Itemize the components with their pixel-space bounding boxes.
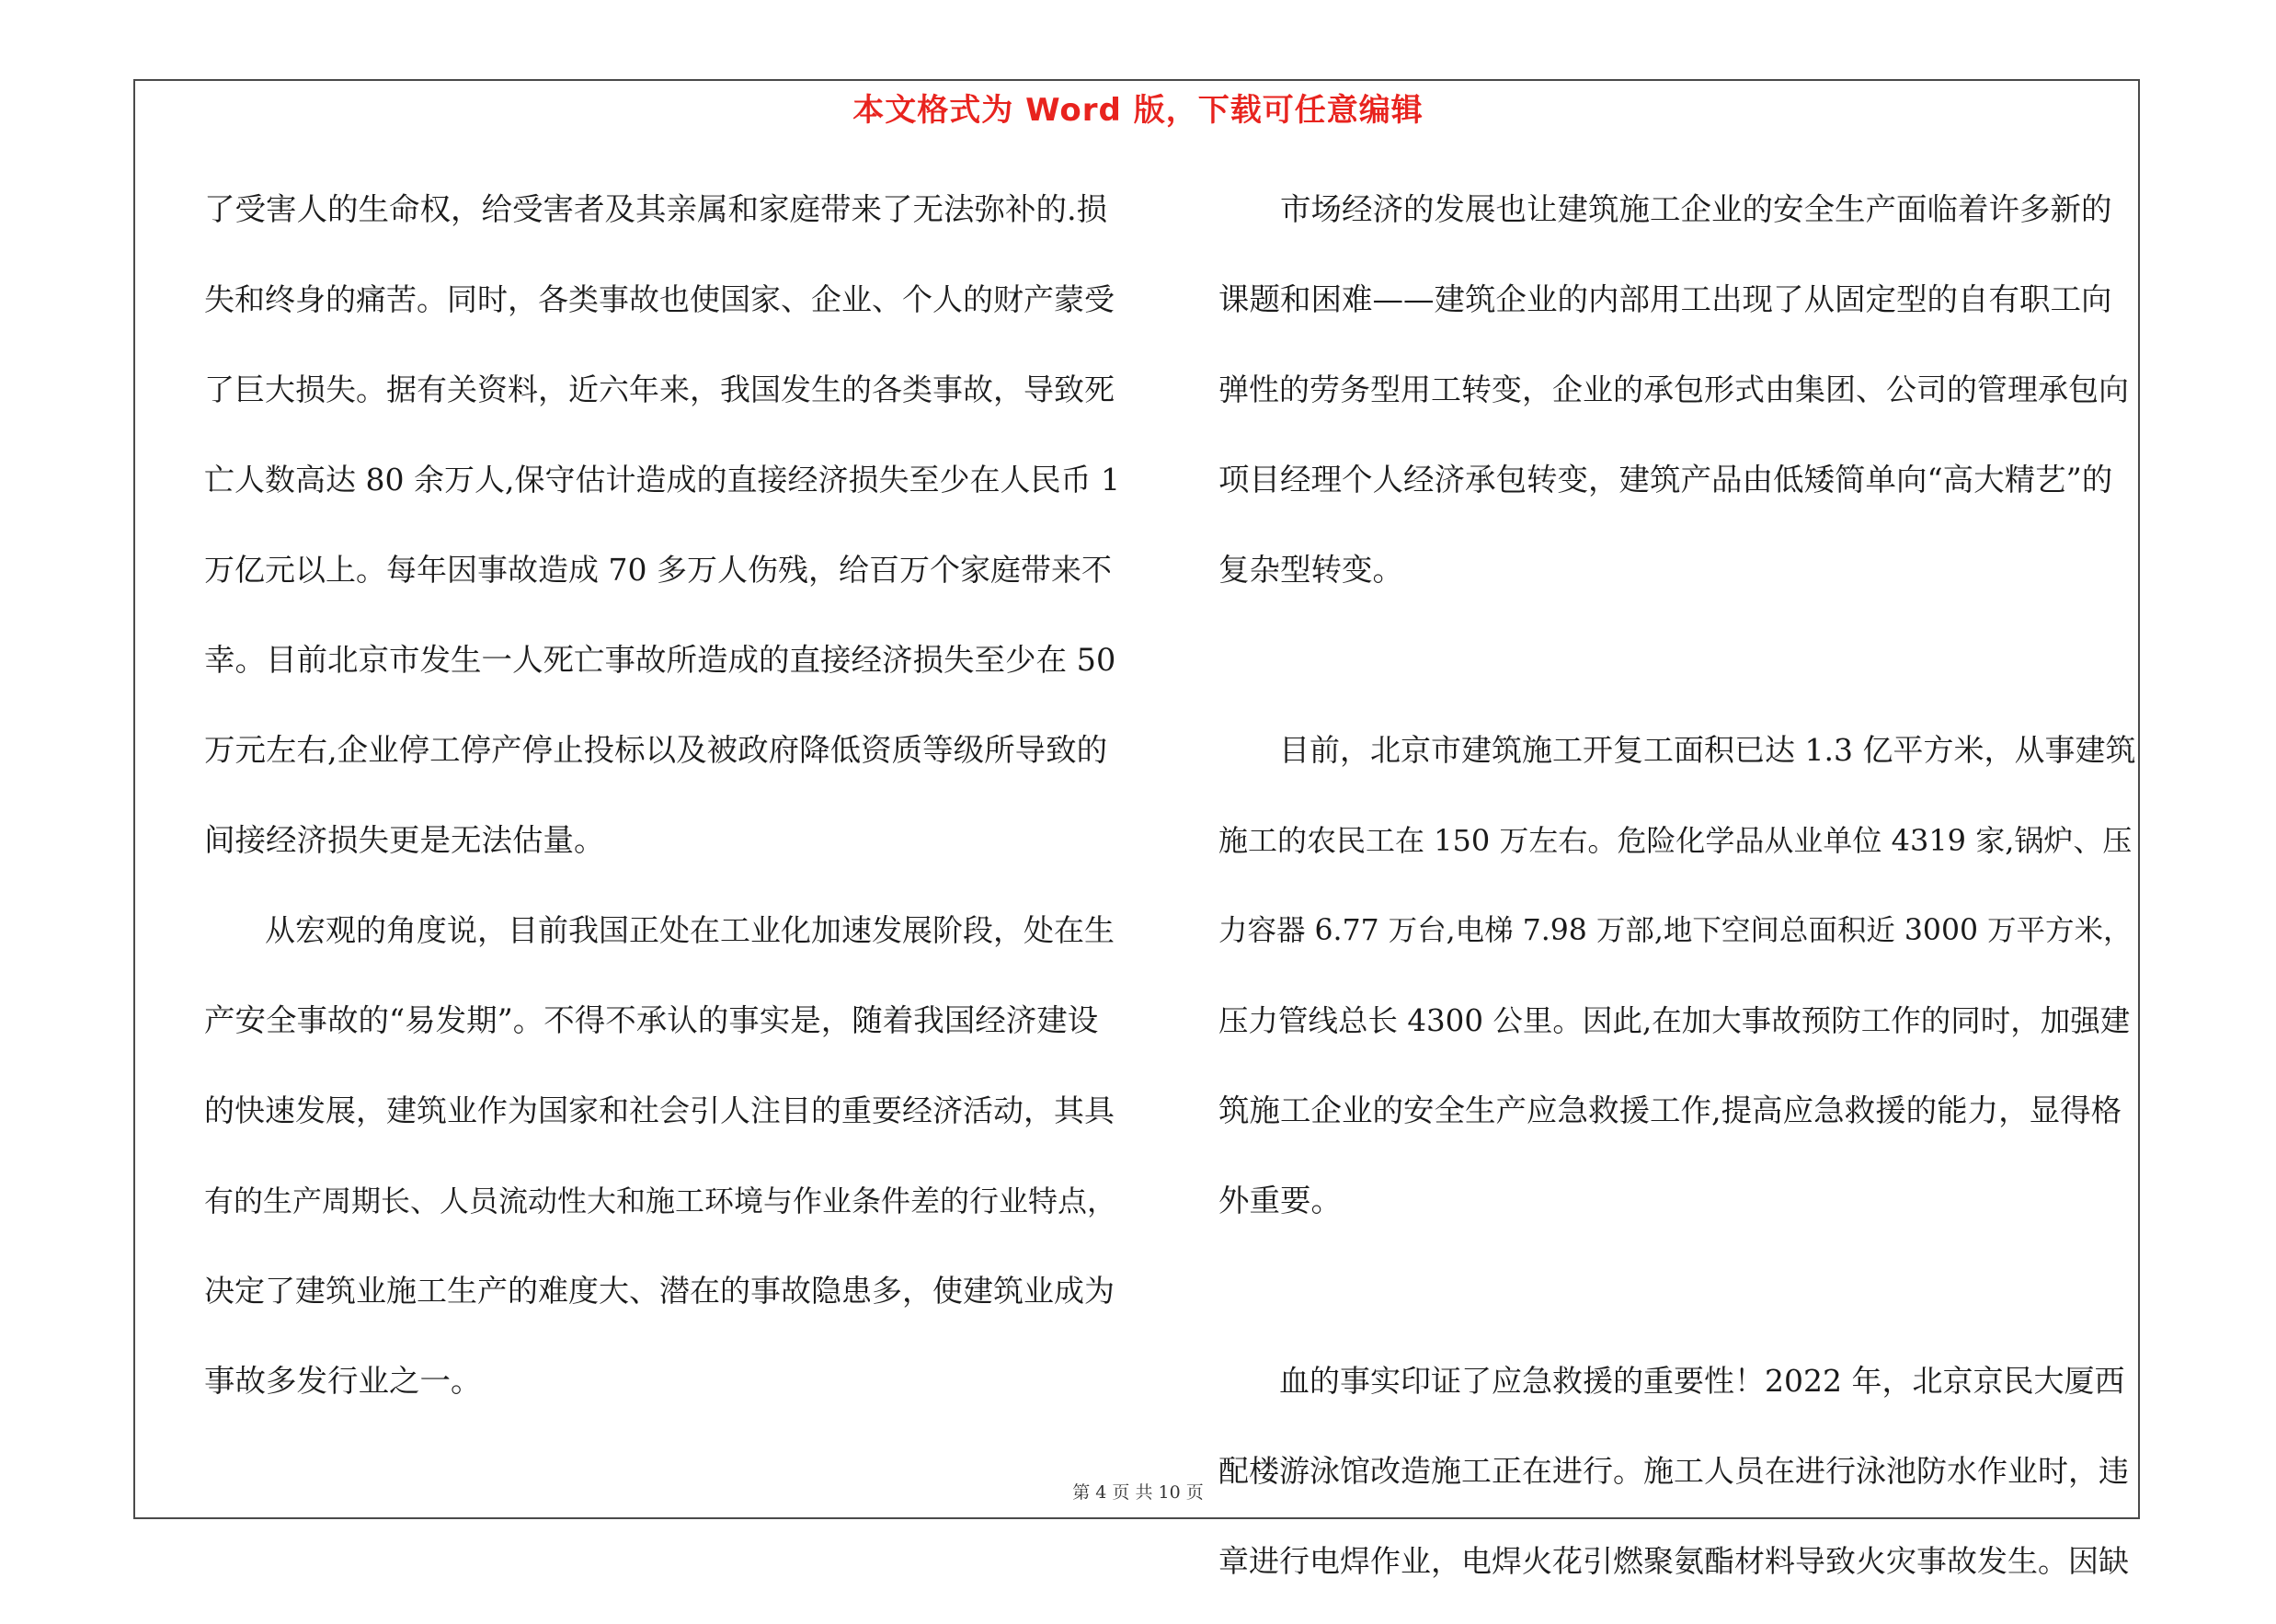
page-number-footer: 第 4 页 共 10 页 [1072,1482,1204,1503]
text-line: 失和终身的痛苦。同时，各类事故也使国家、企业、个人的财产蒙受 [204,281,1115,317]
text-line: 弹性的劳务型用工转变，企业的承包形式由集团、公司的管理承包向 [1218,372,2129,407]
text-line: 目前，北京市建筑施工开复工面积已达 1.3 亿平方米，从事建筑 [1218,732,2136,768]
text-line: 复杂型转变。 [1218,552,1403,588]
text-line: 施工的农民工在 150 万左右。危险化学品从业单位 4319 家,锅炉、压 [1218,823,2133,858]
text-line: 项目经理个人经济承包转变，建筑产品由低矮简单向“高大精艺”的 [1218,462,2113,497]
text-line: 血的事实印证了应急救援的重要性！2022 年，北京京民大厦西 [1218,1363,2125,1399]
text-line: 课题和困难——建筑企业的内部用工出现了从固定型的自有职工向 [1218,281,2112,317]
right-text-column [1218,182,2136,1624]
text-line: 市场经济的发展也让建筑施工企业的安全生产面临着许多新的 [1218,191,2112,227]
text-line: 事故多发行业之一。 [204,1363,482,1399]
text-line: 力容器 6.77 万台,电梯 7.98 万部,地下空间总面积近 3000 万平方米， [1218,914,2133,947]
text-line: 从宏观的角度说，目前我国正处在工业化加速发展阶段，处在生 [204,912,1115,948]
text-line: 产安全事故的“易发期”。不得不承认的事实是，随着我国经济建设 [204,1002,1099,1038]
paragraph-gap [1218,1264,2136,1354]
text-line: 外重要。 [1218,1183,1342,1218]
text-line: 了受害人的生命权，给受害者及其亲属和家庭带来了无法弥补的.损 [204,191,1108,227]
text-line: 万亿元以上。每年因事故造成 70 多万人伤残，给百万个家庭带来不 [204,552,1112,588]
paragraph-gap [1218,633,2136,723]
text-line: 章进行电焊作业，电焊火花引燃聚氨酯材料导致火灾事故发生。因缺 [1218,1543,2129,1579]
word-format-banner: 本文格式为 Word 版，下载可任意编辑 [852,92,1424,129]
text-line: 间接经济损失更是无法估量。 [204,822,605,858]
text-line: 了巨大损失。据有关资料，近六年来，我国发生的各类事故，导致死 [204,372,1115,407]
text-line: 配楼游泳馆改造施工正在进行。施工人员在进行泳池防水作业时，违 [1218,1453,2129,1489]
text-line: 的快速发展，建筑业作为国家和社会引人注目的重要经济活动，其具 [204,1092,1115,1128]
text-line: 压力管线总长 4300 公里。因此,在加大事故预防工作的同时，加强建 [1218,1003,2131,1038]
text-line: 筑施工企业的安全生产应急救援工作,提高应急救援的能力，显得格 [1218,1092,2122,1128]
text-line: 有的生产周期长、人员流动性大和施工环境与作业条件差的行业特点， [204,1184,1117,1218]
text-line: 亡人数高达 80 余万人,保守估计造成的直接经济损失至少在人民币 1 [204,462,1120,497]
left-text-column [204,182,1122,1444]
text-line: 幸。目前北京市发生一人死亡事故所造成的直接经济损失至少在 50 [204,642,1116,678]
text-line: 决定了建筑业施工生产的难度大、潜在的事故隐患多，使建筑业成为 [204,1273,1115,1309]
text-line: 万元左右,企业停工停产停止投标以及被政府降低资质等级所导致的 [204,732,1108,768]
